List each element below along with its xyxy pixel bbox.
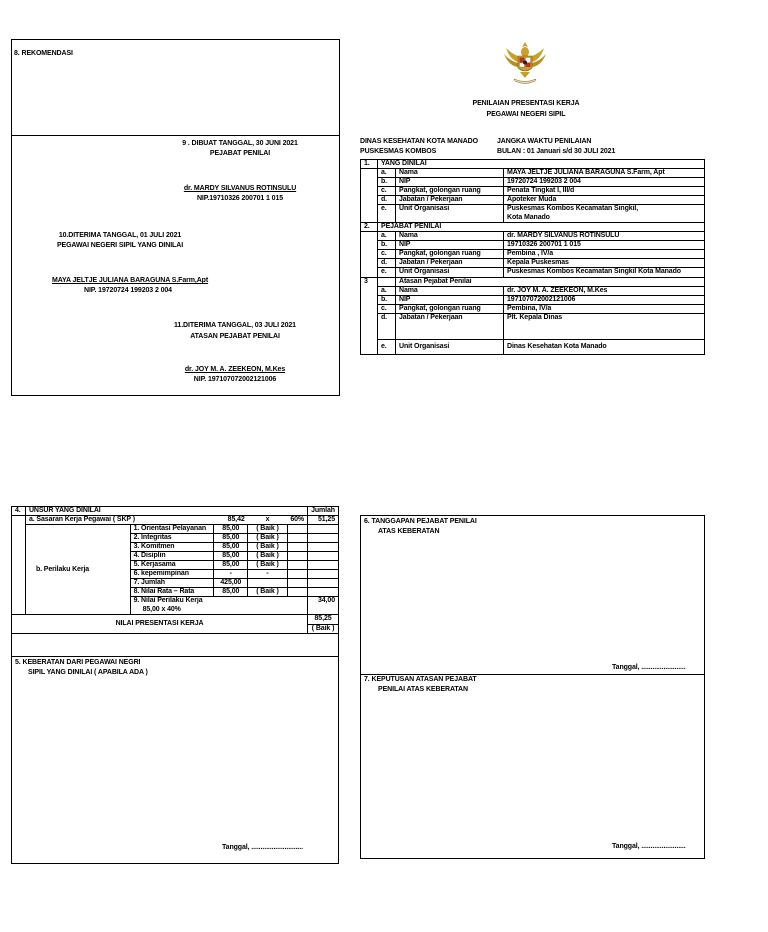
table-row: 8. Nilai Rata – Rata 85,00 ( Baik ) [12, 588, 339, 597]
table-row: b. NIP 197107072002121006 [361, 295, 705, 304]
table-row: d. Jabatan / Pekerjaan Apoteker Muda [361, 196, 705, 205]
table-row: 7. Jumlah 425,00 [12, 579, 339, 588]
atasan-label: ATASAN PEJABAT PENILAI [190, 333, 280, 340]
tanggal-field: Tanggal, ............................ [222, 844, 303, 851]
doc-title-2: PEGAWAI NEGERI SIPIL [486, 111, 566, 118]
recommendation-panel [11, 39, 340, 396]
atasan-name: dr. JOY M. A. ZEEKEON, M.Kes [184, 366, 286, 373]
field-value: 19710326 200701 1 015 [504, 241, 705, 250]
diterima-pns-tanggal: 10.DITERIMA TANGGAL, 01 JULI 2021 [58, 232, 182, 239]
npk-label: NILAI PRESENTASI KERJA [12, 615, 308, 633]
pns-nip: NIP. 19720724 199203 2 004 [84, 287, 172, 294]
section-title: PEJABAT PENILAI [378, 223, 705, 232]
field-value: dr. JOY M. A. ZEEKEON, M.Kes [504, 286, 705, 295]
diterima-atasan-tanggal: 11.DITERIMA TANGGAL, 03 JULI 2021 [174, 322, 296, 329]
assessment-table [11, 506, 339, 634]
table-row: 4. UNSUR YANG DINILAI Jumlah [12, 507, 339, 516]
keberatan-label-2: SIPIL YANG DINILAI ( APABILA ADA ) [28, 669, 148, 676]
table-row [12, 615, 339, 624]
pejabat-penilai-name: dr. MARDY SILVANUS ROTINSULU [183, 185, 297, 192]
field-value: dr. MARDY SILVANUS ROTINSULU [504, 232, 705, 241]
section-title: Atasan Pejabat Penilai [396, 277, 705, 286]
table-row [361, 223, 705, 232]
pns-name: MAYA JELTJE JULIANA BARAGUNA S.Farm,Apt [52, 277, 209, 284]
nilai-perilaku-label: 9. Nilai Perilaku Kerja [130, 597, 308, 606]
nilai-perilaku-formula: 85,00 x 40% [130, 606, 308, 615]
table-row [361, 277, 705, 286]
table-row: a. Nama dr. JOY M. A. ZEEKEON, M.Kes [361, 286, 705, 295]
table-row: e. Unit Organisasi Puskesmas Kombos Kecamatan Singkil, [361, 205, 705, 214]
jangka-waktu-label: JANGKA WAKTU PENILAIAN [497, 138, 592, 145]
table-row: 5. Kerjasama 85,00 ( Baik ) [12, 561, 339, 570]
field-value: Puskesmas Kombos Kecamatan Singkil, [504, 205, 705, 214]
nilai-perilaku-total: 34,00 [308, 597, 339, 615]
tanggal-field-2: Tanggal, ........................ [612, 843, 686, 850]
table-row [361, 160, 705, 169]
divider [11, 656, 339, 657]
table-row: e. Unit Organisasi Puskesmas Kombos Kecamatan Singkil Kota Manado [361, 268, 705, 277]
identity-table [360, 159, 705, 355]
tanggal-field-1: Tanggal, ........................ [612, 664, 686, 671]
table-row: e. Unit Organisasi Dinas Kesehatan Kota Manado [361, 339, 705, 354]
bulan-label: BULAN : 01 Januari s/d 30 JULI 2021 [497, 148, 616, 155]
tanggapan-label-2: ATAS KEBERATAN [378, 528, 440, 535]
skp-percent: 60% [287, 516, 307, 525]
table-row: b. NIP 19710326 200701 1 015 [361, 241, 705, 250]
section-number: 3 [361, 277, 378, 354]
section-title: YANG DINILAI [378, 160, 705, 169]
jumlah-header: Jumlah [308, 507, 339, 516]
field-value: 19720724 199203 2 004 [504, 178, 705, 187]
table-row: d. Jabatan / Pekerjaan Kepala Puskesmas [361, 259, 705, 268]
skp-value: 85,42 [214, 516, 248, 525]
table-row: c. Pangkat, golongan ruang Pembina , IV/a [361, 250, 705, 259]
skp-label: a. Sasaran Kerja Pegawai ( SKP ) [25, 516, 213, 525]
section-number: 1. [361, 160, 378, 169]
unsur-title: UNSUR YANG DINILAI [25, 507, 307, 516]
keputusan-label: 7. KEPUTUSAN ATASAN PEJABAT [364, 676, 477, 683]
table-row: a. Nama MAYA JELTJE JULIANA BARAGUNA S.Farm, Apt [361, 169, 705, 178]
npk-ket: ( Baik ) [308, 624, 339, 633]
table-row: b. NIP 19720724 199203 2 004 [361, 178, 705, 187]
pejabat-penilai-nip: NIP.19710326 200701 1 015 [196, 195, 284, 202]
field-value: Puskesmas Kombos Kecamatan Singkil Kota Manado [504, 268, 705, 277]
divider [12, 135, 339, 136]
field-value: Dinas Kesehatan Kota Manado [504, 339, 705, 354]
table-row: b. Perilaku Kerja 1. Orientasi Pelayanan 85,00 ( Baik ) [12, 525, 339, 534]
field-value: Kepala Puskesmas [504, 259, 705, 268]
doc-title-1: PENILAIAN PRESENTASI KERJA [472, 100, 580, 107]
table-row: a. Sasaran Kerja Pegawai ( SKP ) 85,42 x 60% 51,25 [12, 516, 339, 525]
pejabat-penilai-label: PEJABAT PENILAI [209, 150, 271, 157]
field-value: 197107072002121006 [504, 295, 705, 304]
npk-value: 85,25 [308, 615, 339, 624]
table-row: 2. Integritas 85,00 ( Baik ) [12, 534, 339, 543]
field-value: Apoteker Muda [504, 196, 705, 205]
garuda-emblem-icon [502, 38, 548, 86]
rekomendasi-label: 8. REKOMENDASI [14, 50, 73, 57]
field-value: Kota Manado [504, 214, 705, 223]
divider [361, 674, 704, 675]
field-value: Pembina , IV/a [504, 250, 705, 259]
table-row: 6. kepemimpinan - - [12, 570, 339, 579]
dibuat-tanggal: 9 . DIBUAT TANGGAL, 30 JUNI 2021 [182, 140, 298, 147]
table-row: 4. Disiplin 85,00 ( Baik ) [12, 552, 339, 561]
skp-total: 51,25 [308, 516, 339, 525]
field-value: MAYA JELTJE JULIANA BARAGUNA S.Farm, Apt [504, 169, 705, 178]
table-row: c. Pangkat, golongan ruang Pembina, IV/a [361, 304, 705, 313]
table-row: 3. Komitmen 85,00 ( Baik ) [12, 543, 339, 552]
perilaku-label: b. Perilaku Kerja [25, 525, 130, 615]
field-value: Plt. Kepala Dinas [504, 313, 705, 339]
puskesmas-label: PUSKESMAS KOMBOS [360, 148, 437, 155]
atasan-nip: NIP. 197107072002121006 [193, 376, 277, 383]
field-value: Pembina, IV/a [504, 304, 705, 313]
table-row: d. Jabatan / Pekerjaan Plt. Kepala Dinas [361, 313, 705, 339]
dinas-label: DINAS KESEHATAN KOTA MANADO [360, 138, 478, 145]
section-number: 2. [361, 223, 378, 232]
table-row: a. Nama dr. MARDY SILVANUS ROTINSULU [361, 232, 705, 241]
table-row: c. Pangkat, golongan ruang Penata Tingkat I, III/d [361, 187, 705, 196]
field-value: Penata Tingkat I, III/d [504, 187, 705, 196]
keputusan-label-2: PENILAI ATAS KEBERATAN [378, 686, 468, 693]
pns-dinilai-label: PEGAWAI NEGERI SIPIL YANG DINILAI [56, 242, 184, 249]
keberatan-label: 5. KEBERATAN DARI PEGAWAI NEGRI [15, 659, 141, 666]
tanggapan-label: 6. TANGGAPAN PEJABAT PENILAI [364, 518, 477, 525]
